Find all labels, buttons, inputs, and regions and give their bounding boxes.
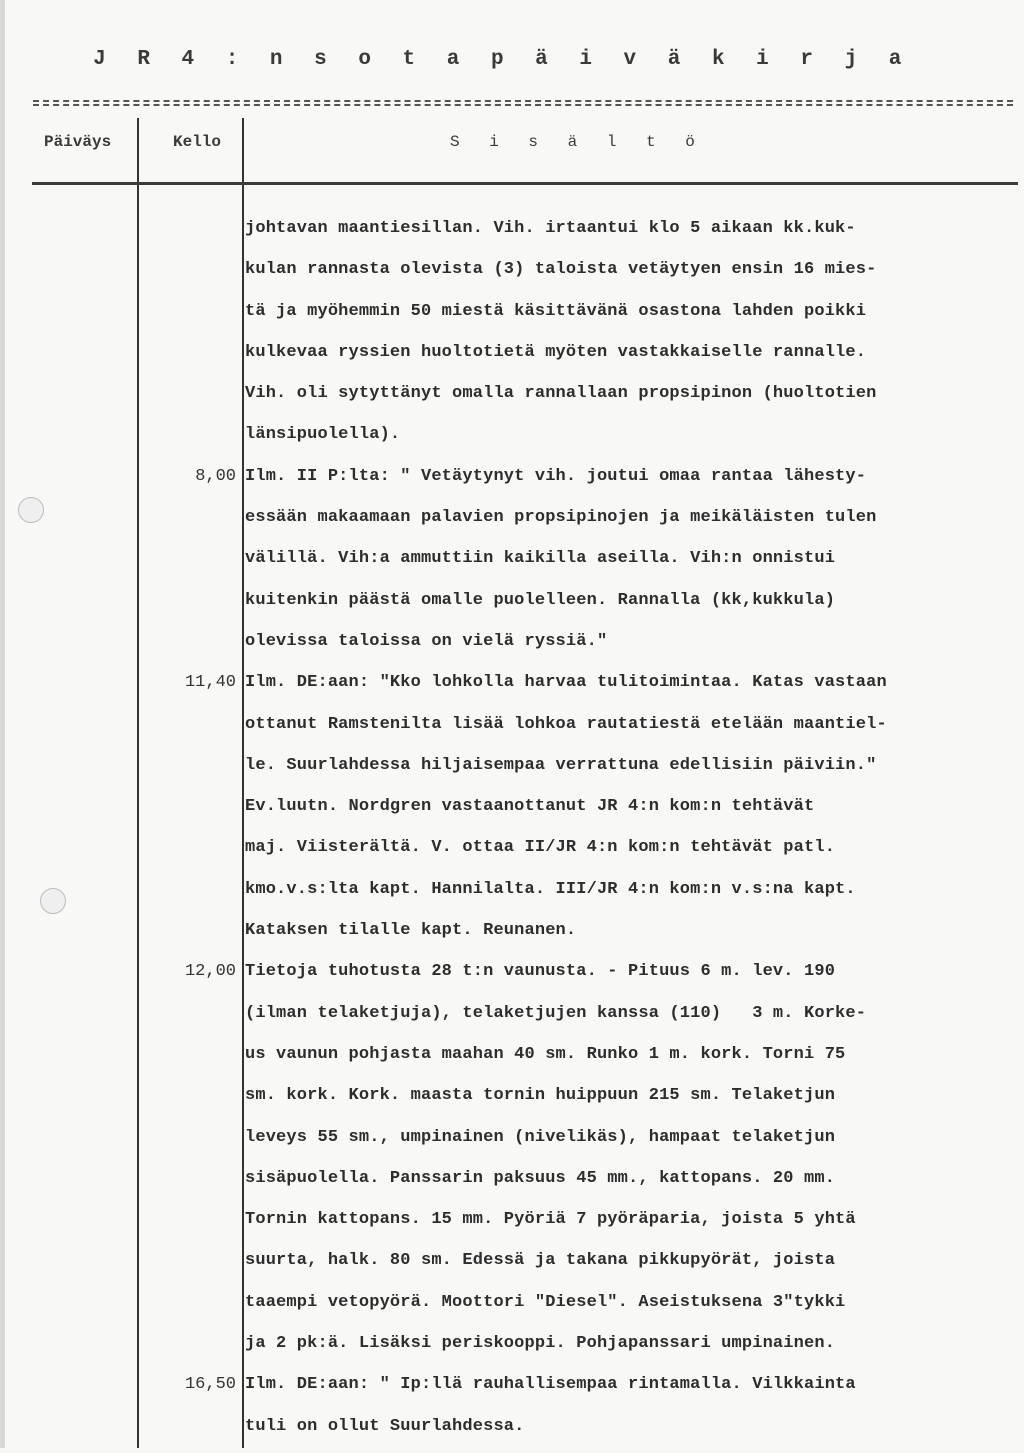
diary-line <box>0 916 1024 957</box>
diary-line <box>0 668 1024 709</box>
header-rule <box>32 182 1018 185</box>
diary-line <box>0 462 1024 503</box>
entry-text: kulkevaa ryssien huoltotietä myöten vastakkaiselle rannalle. <box>245 342 867 362</box>
entry-text: Ilm. II P:lta: " Vetäytynyt vih. joutui omaa rantaa lähesty- <box>245 466 867 486</box>
entry-time: 16,50 <box>184 1375 236 1395</box>
entry-text: le. Suurlahdessa hiljaisempaa verrattuna edellisiin päiviin." <box>245 755 877 775</box>
title-double-rule <box>33 100 1013 106</box>
diary-line <box>0 255 1024 296</box>
diary-line <box>0 214 1024 255</box>
column-header-time: Kello <box>173 133 222 151</box>
diary-line <box>0 297 1024 338</box>
entry-text: ottanut Ramstenilta lisää lohkoa rautatiestä etelään maantiel- <box>245 714 887 734</box>
diary-line <box>0 1370 1024 1411</box>
entry-text: Tietoja tuhotusta 28 t:n vaunusta. - Pituus 6 m. lev. 190 <box>245 962 836 982</box>
diary-line <box>0 1412 1024 1453</box>
entry-text: tä ja myöhemmin 50 miestä käsittävänä osastona lahden poikki <box>245 301 867 321</box>
diary-line <box>0 710 1024 751</box>
entry-time: 11,40 <box>184 673 236 693</box>
entry-text: tuli on ollut Suurlahdessa. <box>245 1416 525 1436</box>
entry-text: maj. Viisterältä. V. ottaa II/JR 4:n kom:n tehtävät patl. <box>245 838 836 858</box>
entry-text: olevissa taloissa on vielä ryssiä." <box>245 631 608 651</box>
diary-line <box>0 875 1024 916</box>
entry-text: ja 2 pk:ä. Lisäksi periskooppi. Pohjapanssari umpinainen. <box>245 1334 836 1354</box>
entry-text: kulan rannasta olevista (3) taloista vetäytyen ensin 16 mies- <box>245 260 877 280</box>
diary-line <box>0 544 1024 585</box>
entry-text: (ilman telaketjuja), telaketjujen kanssa (110) 3 m. Korke- <box>245 1003 867 1023</box>
diary-line <box>0 1246 1024 1287</box>
entry-text: kmo.v.s:lta kapt. Hannilalta. III/JR 4:n kom:n v.s:na kapt. <box>245 879 856 899</box>
diary-line <box>0 957 1024 998</box>
diary-line <box>0 503 1024 544</box>
diary-line <box>0 1123 1024 1164</box>
diary-line <box>0 792 1024 833</box>
column-header-date: Päiväys <box>44 133 112 151</box>
column-header-content: S i s ä l t ö <box>450 133 705 151</box>
diary-line <box>0 1081 1024 1122</box>
entry-text: Ilm. DE:aan: "Kko lohkolla harvaa tulitoimintaa. Katas vastaan <box>245 673 887 693</box>
entry-text: Tornin kattopans. 15 mm. Pyöriä 7 pyöräparia, joista 5 yhtä <box>245 1210 856 1230</box>
entry-text: sm. kork. Kork. maasta tornin huippuun 215 sm. Telaketjun <box>245 1086 836 1106</box>
entry-text: suurta, halk. 80 sm. Edessä ja takana pikkupyörät, joista <box>245 1251 836 1271</box>
diary-line <box>0 1040 1024 1081</box>
diary-line <box>0 338 1024 379</box>
diary-line <box>0 379 1024 420</box>
diary-entries <box>0 214 1024 1453</box>
entry-text: johtavan maantiesillan. Vih. irtaantui klo 5 aikaan kk.kuk- <box>245 219 856 238</box>
entry-time: 8,00 <box>195 466 236 486</box>
diary-line <box>0 1164 1024 1205</box>
diary-line <box>0 1205 1024 1246</box>
diary-line <box>0 999 1024 1040</box>
entry-text: essään makaamaan palavien propsipinojen ja meikäläisten tulen <box>245 508 877 528</box>
entry-text: välillä. Vih:a ammuttiin kaikilla aseilla. Vih:n onnistui <box>245 549 836 569</box>
entry-text: Ilm. DE:aan: " Ip:llä rauhallisempaa rintamalla. Vilkkainta <box>245 1375 856 1395</box>
entry-text: leveys 55 sm., umpinainen (nivelikäs), hampaat telaketjun <box>245 1127 836 1147</box>
document-title: J R 4 : n s o t a p ä i v ä k i r j a <box>93 48 911 71</box>
entry-time: 12,00 <box>184 962 236 982</box>
entry-text: Kataksen tilalle kapt. Reunanen. <box>245 921 577 941</box>
diary-line <box>0 420 1024 461</box>
entry-text: us vaunun pohjasta maahan 40 sm. Runko 1 m. kork. Torni 75 <box>245 1044 846 1064</box>
entry-text: taaempi vetopyörä. Moottori "Diesel". Aseistuksena 3"tykki <box>245 1292 846 1312</box>
diary-line <box>0 751 1024 792</box>
entry-text: kuitenkin päästä omalle puolelleen. Rannalla (kk,kukkula) <box>245 590 836 610</box>
diary-line <box>0 586 1024 627</box>
diary-line <box>0 627 1024 668</box>
entry-text: sisäpuolella. Panssarin paksuus 45 mm., kattopans. 20 mm. <box>245 1168 836 1188</box>
diary-line <box>0 833 1024 874</box>
entry-text: länsipuolella). <box>245 425 401 445</box>
diary-line <box>0 1288 1024 1329</box>
diary-line <box>0 1329 1024 1370</box>
entry-text: Vih. oli sytyttänyt omalla rannallaan propsipinon (huoltotien <box>245 384 877 404</box>
entry-text: Ev.luutn. Nordgren vastaanottanut JR 4:n kom:n tehtävät <box>245 797 815 817</box>
